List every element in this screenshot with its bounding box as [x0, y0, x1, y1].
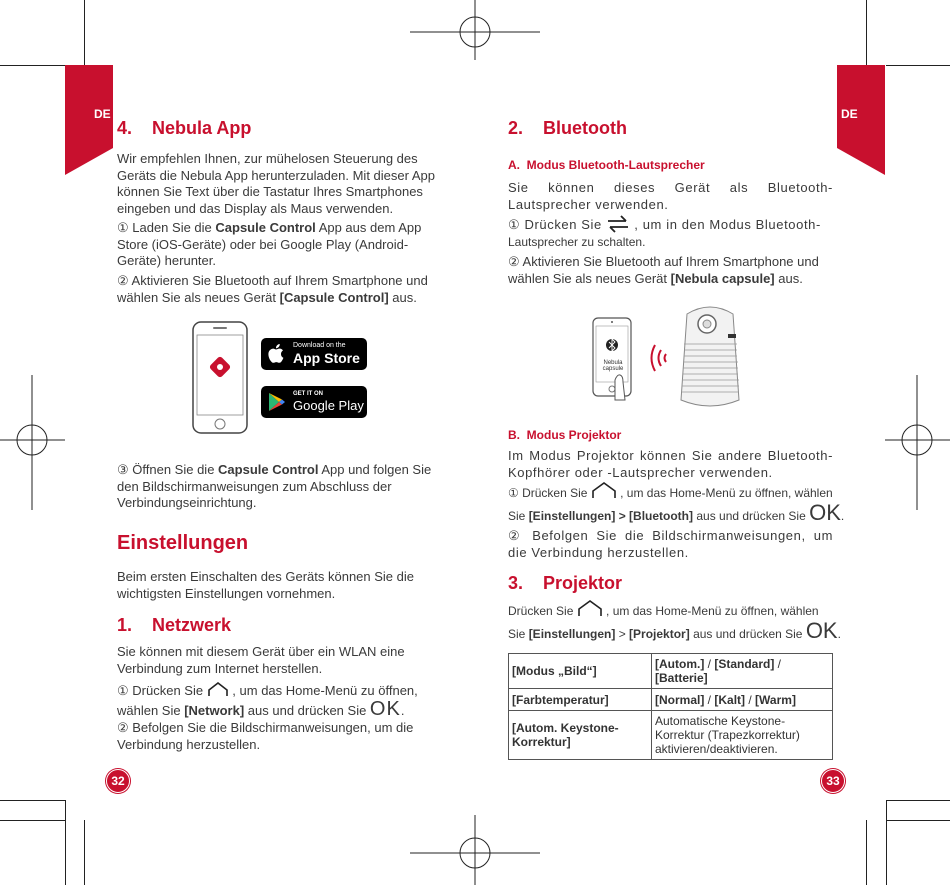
- projector-speaker-icon: [681, 307, 739, 406]
- nebula-step-3: ③ Öffnen Sie die Capsule Control App und folgen Sie den Bildschirmanweisungen zum Abschluss der Verbindungseinrichtung.: [117, 462, 432, 510]
- network-step-2: ② Befolgen Sie die Bildschirmanweisungen, um die Verbindung herzustellen.: [117, 720, 414, 752]
- bt-projector-step-1: ① Drücken Sie , um das Home-Menü zu öffnen, wählen Sie [Einstellungen] > [Bluetooth] aus und drücken Sie OK.: [508, 482, 838, 526]
- language-ribbon-left: DE: [65, 65, 113, 180]
- google-play-badge[interactable]: GET IT ON Google Play: [261, 386, 367, 418]
- registration-mark-left: [0, 375, 65, 510]
- ok-symbol: OK: [805, 618, 838, 643]
- table-row: [509, 711, 833, 760]
- projector-settings-table: [508, 653, 833, 760]
- network-intro: Sie können mit diesem Gerät über ein WLAN eine Verbindung zum Internet herstellen.: [117, 644, 405, 676]
- bt-projector-step-2: ② Befolgen Sie die Bildschirmanweisungen, um die Verbindung herzustellen.: [508, 528, 833, 560]
- registration-mark-top: [405, 0, 545, 70]
- home-icon: [591, 482, 617, 500]
- nebula-step-1: ① Laden Sie die Capsule Control App aus dem App Store (iOS-Geräte) oder bei Google Play (Android-Geräte) herunter.: [117, 220, 422, 268]
- table-cell-value: [Normal] / [Kalt] / [Warm]: [652, 689, 833, 711]
- smartphone-illustration: [192, 321, 248, 434]
- network-step-1: ① Drücken Sie , um das Home-Menü zu öffnen, wählen Sie [Network] aus und drücken Sie OK.: [117, 683, 418, 720]
- bt-speaker-step-1: ① Drücken Sie , um in den Modus Bluetooth- Lautsprecher zu schalten.: [508, 217, 821, 249]
- bt-projector-intro: Im Modus Projektor können Sie andere Bluetooth-Kopfhörer oder -Lautsprecher verwenden.: [508, 448, 833, 480]
- settings-intro: Beim ersten Einschalten des Geräts können Sie die wichtigsten Einstellungen vornehmen.: [117, 569, 415, 601]
- google-play-icon: [268, 392, 286, 412]
- table-row: [509, 689, 833, 711]
- bt-speaker-intro: Sie können dieses Gerät als Bluetooth-Lautsprecher verwenden.: [508, 180, 833, 212]
- nebula-step-2: ② Aktivieren Sie Bluetooth auf Ihrem Smartphone und wählen Sie als neues Gerät [Capsule Control] aus.: [117, 273, 428, 305]
- table-cell-value: Automatische Keystone-Korrektur (Trapezkorrektur) aktivieren/deaktivieren.: [652, 711, 833, 760]
- einstellungen-heading: Einstellungen: [117, 532, 249, 554]
- input-switch-icon: [606, 215, 630, 233]
- nebula-intro: Wir empfehlen Ihnen, zur mühelosen Steuerung des Geräts die Nebula App herunterzuladen. Mit dieser App können Sie Text über die Tastatur Ihres Smartphones eingeben und das Display als Maus verwenden.: [117, 151, 435, 216]
- table-cell-key: [Farbtemperatur]: [509, 689, 652, 711]
- home-icon: [577, 600, 603, 618]
- page-number-32: 32: [106, 769, 130, 793]
- ok-symbol: OK: [809, 500, 841, 525]
- bluetooth-pairing-illustration: [585, 300, 755, 410]
- page-number-33: 33: [821, 769, 845, 793]
- bt-speaker-subheading: A. Modus Bluetooth-Lautsprecher: [508, 158, 705, 172]
- projektor-heading: 3. Projektor: [508, 573, 623, 593]
- bt-speaker-step-2: ② Aktivieren Sie Bluetooth auf Ihrem Smartphone und wählen Sie als neues Gerät [Nebula capsule] aus.: [508, 254, 819, 286]
- registration-mark-bottom: [405, 815, 545, 885]
- language-ribbon-right: DE: [837, 65, 885, 180]
- app-store-badge[interactable]: Download on the App Store: [261, 338, 367, 370]
- apple-icon: [268, 343, 286, 364]
- bluetooth-heading: 2. Bluetooth: [508, 118, 627, 138]
- phone-device-label: Nebula capsule: [602, 360, 624, 372]
- nebula-app-heading: 4. Nebula App: [117, 118, 252, 138]
- bt-projector-subheading: B. Modus Projektor: [508, 428, 622, 442]
- table-row: [509, 654, 833, 689]
- table-cell-key: [Modus „Bild“]: [509, 654, 652, 689]
- home-icon: [207, 682, 229, 698]
- registration-mark-right: [885, 375, 950, 510]
- ok-symbol: OK: [369, 698, 401, 720]
- table-cell-key: [Autom. Keystone-Korrektur]: [509, 711, 652, 760]
- netzwerk-heading: 1. Netzwerk: [117, 615, 232, 635]
- table-cell-value: [Autom.] / [Standard] / [Batterie]: [652, 654, 833, 689]
- projektor-instructions: Drücken Sie , um das Home-Menü zu öffnen, wählen Sie [Einstellungen] > [Projektor] aus und drücken Sie OK.: [508, 600, 838, 644]
